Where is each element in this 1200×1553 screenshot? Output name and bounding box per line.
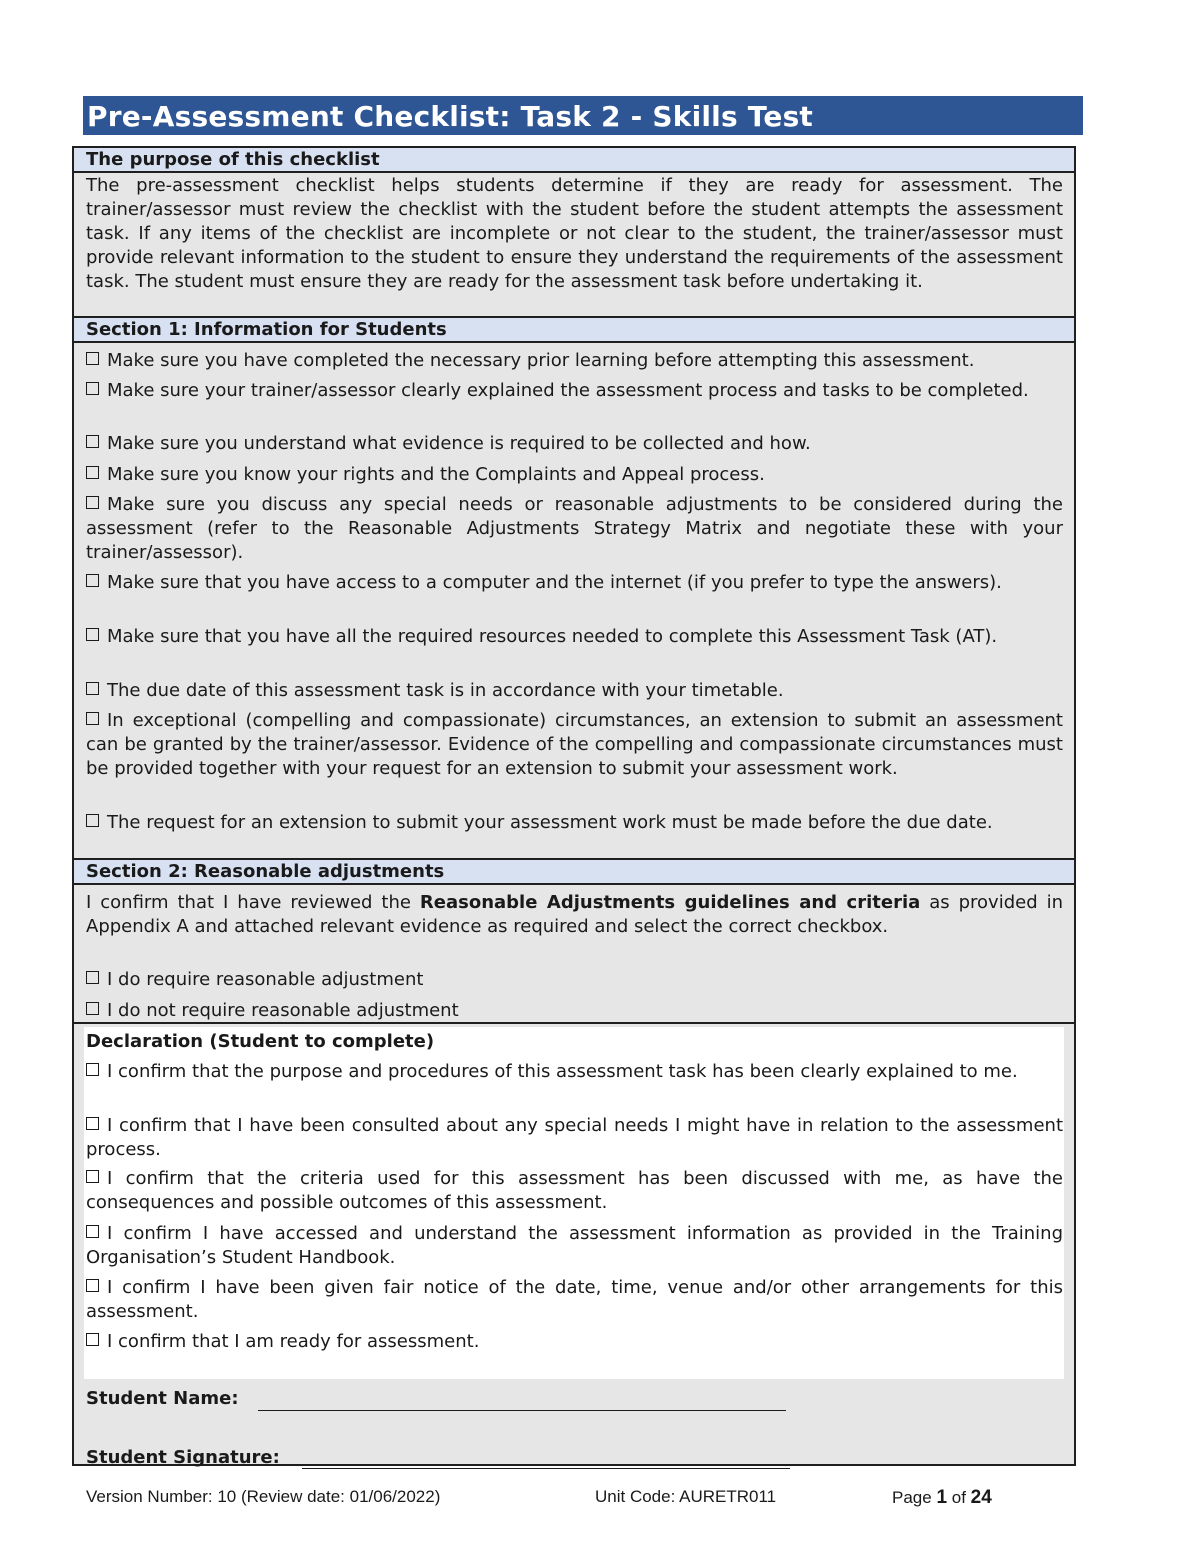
- checkbox-icon[interactable]: [86, 1063, 99, 1076]
- checkbox-icon[interactable]: [86, 496, 99, 509]
- section1-item[interactable]: The request for an extension to submit your assessment work must be made before the due date.: [86, 811, 1063, 835]
- checkbox-icon[interactable]: [86, 814, 99, 827]
- section1-item[interactable]: The due date of this assessment task is in accordance with your timetable.: [86, 679, 1063, 703]
- section1-item[interactable]: Make sure you have completed the necessary prior learning before attempting this assessment.: [86, 349, 1063, 373]
- section2-heading: Section 2: Reasonable adjustments: [86, 861, 445, 882]
- footer-unit-code: Unit Code: AURETR011: [595, 1487, 777, 1506]
- section1-item[interactable]: Make sure that you have access to a computer and the internet (if you prefer to type the answers).: [86, 571, 1063, 595]
- student-signature-field[interactable]: [302, 1468, 790, 1469]
- section1-heading-row: [74, 316, 1074, 343]
- declaration-item[interactable]: I confirm that the criteria used for this assessment has been discussed with me, as have the consequences and possible outcomes of this assessment.: [86, 1168, 1063, 1213]
- footer-version: Version Number: 10 (Review date: 01/06/2022): [86, 1487, 441, 1506]
- declaration-item[interactable]: I confirm I have accessed and understand the assessment information as provided in the Training Organisation’s Student Handbook.: [86, 1223, 1063, 1268]
- section1-item[interactable]: Make sure your trainer/assessor clearly explained the assessment process and tasks to be completed.: [86, 379, 1063, 403]
- section1-item[interactable]: Make sure you understand what evidence is required to be collected and how.: [86, 432, 1063, 456]
- section2-heading-row: [74, 858, 1074, 885]
- student-name-field[interactable]: [258, 1410, 786, 1411]
- purpose-heading: The purpose of this checklist: [86, 149, 380, 170]
- checkbox-icon[interactable]: [86, 1002, 99, 1015]
- checkbox-icon[interactable]: [86, 382, 99, 395]
- checkbox-icon[interactable]: [86, 1333, 99, 1346]
- checkbox-icon[interactable]: [86, 435, 99, 448]
- checkbox-icon[interactable]: [86, 682, 99, 695]
- section1-heading: Section 1: Information for Students: [86, 319, 447, 340]
- title-bar: [83, 96, 1083, 135]
- section1-item[interactable]: Make sure that you have all the required resources needed to complete this Assessment Task (AT).: [86, 625, 1063, 649]
- no-adjustment-option[interactable]: I do not require reasonable adjustment: [86, 999, 1063, 1023]
- student-name-label: Student Name:: [86, 1388, 239, 1409]
- require-adjustment-option[interactable]: I do require reasonable adjustment: [86, 968, 1063, 992]
- student-signature-label: Student Signature:: [86, 1447, 280, 1468]
- checkbox-icon[interactable]: [86, 574, 99, 587]
- section1-item[interactable]: In exceptional (compelling and compassionate) circumstances, an extension to submit an assessment can be granted by the trainer/assessor. Evidence of the compelling and compassionate circumstances must be provided together with your request for an extension to submit your assessment work.: [86, 710, 1063, 779]
- declaration-item[interactable]: I confirm that the purpose and procedures of this assessment task has been clearly explained to me.: [86, 1060, 1063, 1084]
- declaration-heading: Declaration (Student to complete): [86, 1031, 435, 1052]
- purpose-heading-row: [74, 146, 1074, 173]
- divider: [74, 1022, 1074, 1024]
- checkbox-icon[interactable]: [86, 712, 99, 725]
- checkbox-icon[interactable]: [86, 971, 99, 984]
- checkbox-icon[interactable]: [86, 1225, 99, 1238]
- checkbox-icon[interactable]: [86, 628, 99, 641]
- declaration-item[interactable]: I confirm I have been given fair notice of the date, time, venue and/or other arrangements for this assessment.: [86, 1277, 1063, 1322]
- footer-page-number: Page 1 of 24: [892, 1487, 992, 1508]
- purpose-text: The pre-assessment checklist helps students determine if they are ready for assessment. The trainer/assessor must review the checklist with the student before the student attempts the assessment task. If any items of the checklist are incomplete or not clear to the student, the trainer/assessor must provide relevant information to the student to ensure they understand the requirements of the assessment task. The student must ensure they are ready for the assessment task before undertaking it.: [86, 175, 1063, 292]
- checklist-table: [72, 146, 1076, 1466]
- section1-item[interactable]: Make sure you discuss any special needs or reasonable adjustments to be considered during the assessment (refer to the Reasonable Adjustments Strategy Matrix and negotiate these with your trainer/assessor).: [86, 494, 1063, 563]
- declaration-item[interactable]: I confirm that I have been consulted about any special needs I might have in relation to the assessment process.: [86, 1115, 1063, 1160]
- checkbox-icon[interactable]: [86, 466, 99, 479]
- checkbox-icon[interactable]: [86, 1279, 99, 1292]
- section2-intro: I confirm that I have reviewed the Reasonable Adjustments guidelines and criteria as provided in Appendix A and attached relevant evidence as required and select the correct checkbox.: [86, 892, 1064, 937]
- page-title: Pre-Assessment Checklist: Task 2 - Skills Test: [87, 100, 814, 133]
- declaration-item[interactable]: I confirm that I am ready for assessment.: [86, 1330, 1063, 1354]
- section1-item[interactable]: Make sure you know your rights and the Complaints and Appeal process.: [86, 463, 1063, 487]
- checkbox-icon[interactable]: [86, 1117, 99, 1130]
- checkbox-icon[interactable]: [86, 352, 99, 365]
- checkbox-icon[interactable]: [86, 1170, 99, 1183]
